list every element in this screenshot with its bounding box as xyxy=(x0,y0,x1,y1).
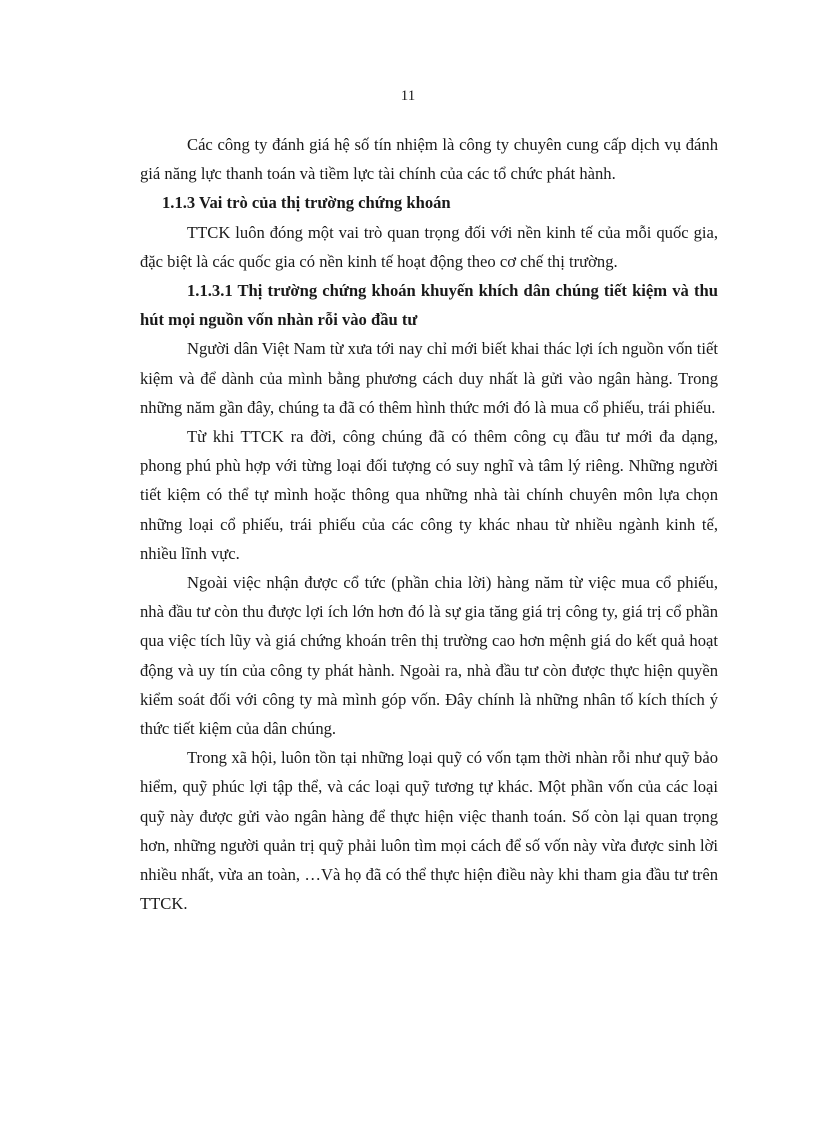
paragraph-idle-funds: Trong xã hội, luôn tồn tại những loại quỹ có vốn tạm thời nhàn rỗi như quỹ bảo hiểm, quỹ phúc lợi tập thể, và các loại quỹ tương tự khác. Một phần vốn của các loại quỹ này được gửi vào ngân hàng để thực hiện việc thanh toán. Số còn lại quan trọng hơn, những người quản trị quỹ phải luôn tìm mọi cách để số vốn này vừa được sinh lời nhiều nhất, vừa an toàn, …Và họ đã có thể thực hiện điều này khi tham gia đầu tư trên TTCK. xyxy=(140,748,718,914)
paragraph-investment-tools: Từ khi TTCK ra đời, công chúng đã có thêm công cụ đầu tư mới đa dạng, phong phú phù hợp với từng loại đối tượng có suy nghĩ và tâm lý riêng. Những người tiết kiệm có thể tự mình hoặc thông qua những nhà tài chính chuyên môn lựa chọn những loại cổ phiếu, trái phiếu của các công ty khác nhau từ nhiều ngành kinh tế, nhiều lĩnh vực. xyxy=(140,427,718,563)
page-number: 11 xyxy=(400,88,416,104)
section-heading-1-1-3-1: 1.1.3.1 Thị trường chứng khoán khuyến khích dân chúng tiết kiệm và thu hút mọi nguồn vốn nhàn rỗi vào đầu tư xyxy=(140,281,718,330)
page-body xyxy=(140,130,718,918)
paragraph-ttck-role: TTCK luôn đóng một vai trò quan trọng đối với nền kinh tế của mỗi quốc gia, đặc biệt là các quốc gia có nền kinh tế hoạt động theo cơ chế thị trường. xyxy=(140,222,718,271)
paragraph-dividends: Ngoài việc nhận được cổ tức (phần chia lời) hàng năm từ việc mua cổ phiếu, nhà đầu tư còn thu được lợi ích lớn hơn đó là sự gia tăng giá trị công ty, giá trị cổ phần qua việc tích lũy và giá chứng khoán trên thị trường cao hơn mệnh giá do kết quả hoạt động và uy tín của công ty phát hành. Ngoài ra, nhà đầu tư còn được thực hiện quyền kiểm soát đối với công ty mà mình góp vốn. Đây chính là những nhân tố kích thích ý thức tiết kiệm của dân chúng. xyxy=(140,573,718,739)
paragraph-vietnamese-savers: Người dân Việt Nam từ xưa tới nay chỉ mới biết khai thác lợi ích nguồn vốn tiết kiệm và để dành của mình bằng phương cách duy nhất là gửi vào ngân hàng. Trong những năm gần đây, chúng ta đã có thêm hình thức mới đó là mua cổ phiếu, trái phiếu. xyxy=(140,339,718,417)
section-heading-1-1-3: 1.1.3 Vai trò của thị trường chứng khoán xyxy=(162,193,451,213)
paragraph-rating-agencies: Các công ty đánh giá hệ số tín nhiệm là công ty chuyên cung cấp dịch vụ đánh giá năng lực thanh toán và tiềm lực tài chính của các tổ chức phát hành. xyxy=(140,135,718,184)
